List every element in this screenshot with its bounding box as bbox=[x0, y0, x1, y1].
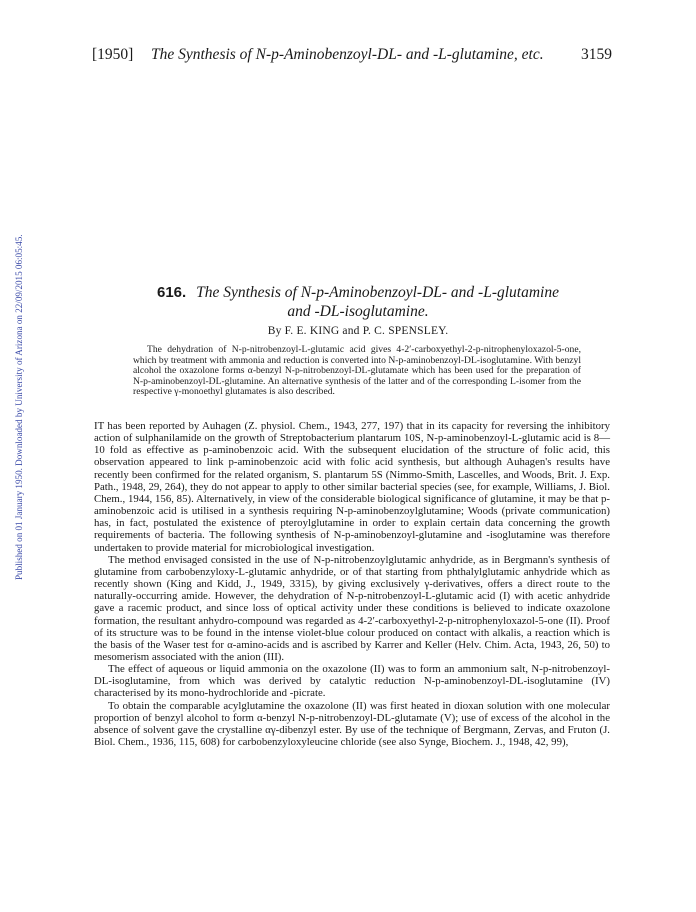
running-head-title: The Synthesis of N-p-Aminobenzoyl-DL- and -L-glutamine, etc. bbox=[151, 46, 544, 63]
running-head-year: [1950] bbox=[92, 46, 134, 63]
body-text bbox=[94, 420, 610, 748]
abstract bbox=[133, 345, 581, 398]
article-title-line-2 bbox=[110, 302, 606, 321]
abstract-text: The dehydration of N-p-nitrobenzoyl-L-glutamic acid gives 4-2′-carboxyethyl-2-p-nitrophenyloxazol-5-one, which by treatment with ammonia and reduction is converted into N-p-aminobenzoyl-DL-isoglutamine. With benzyl alcohol the oxazolone forms α-benzyl N-p-nitrobenzoyl-DL-glutamate which has been used for the preparation of N-p-aminobenzoyl-DL-glutamine. An alternative synthesis of the latter and of the corresponding L-isomer from the respective γ-monoethyl glutamates is also described. bbox=[133, 344, 581, 398]
article-title bbox=[110, 283, 606, 321]
article-title-text-2: and -DL-isoglutamine. bbox=[287, 303, 429, 320]
article-title-text-1: The Synthesis of N-p-Aminobenzoyl-DL- and -L-glutamine bbox=[196, 284, 559, 301]
download-watermark-text: Published on 01 January 1950. Downloaded by University of Arizona on 22/09/2015 06:05:45. bbox=[14, 234, 24, 580]
article-number: 616. bbox=[157, 284, 187, 301]
page-number: 3159 bbox=[581, 46, 612, 63]
paragraph-1: IT has been reported by Auhagen (Z. physiol. Chem., 1943, 277, 197) that in its capacity for reversing the inhibitory action of sulphanilamide on the growth of Streptobacterium plantarum 10S, N-p-aminobenzoyl-L-glutamic acid is 8—10 fold as effective as p-aminobenzoic acid. With the subsequent elucidation of the structure of folic acid, this observation appeared to link p-aminobenzoic acid with folic acid synthesis, but although Auhagen's results have recently been confirmed for the related organism, S. plantarum 5S (Nimmo-Smith, Lascelles, and Woods, Brit. J. Exp. Path., 1948, 29, 264), they do not appear to apply to other similar bacterial species (see, for example, Williams, J. Biol. Chem., 1944, 156, 85). Alternatively, in view of the considerable biological significance of glutamine, it may be that p-aminobenzoic acid is utilised in a synthesis requiring N-p-aminobenzoylglutamine; Woods (private communication) has, in fact, postulated the existence of pteroylglutamine in order to explain certain data concerning the growth requirements of bacteria. The following synthesis of N-p-aminobenzoyl-glutamine and -isoglutamine was therefore undertaken to provide material for microbiological investigation. bbox=[94, 420, 610, 554]
download-watermark bbox=[2, 160, 24, 580]
authors: By F. E. KING and P. C. SPENSLEY. bbox=[267, 325, 449, 337]
paragraph-3: The effect of aqueous or liquid ammonia on the oxazolone (II) was to form an ammonium salt, N-p-nitrobenzoyl-DL-isoglutamine, from which was derived by catalytic reduction N-p-aminobenzoyl-DL-isoglutamine (IV) characterised by its mono-hydrochloride and -picrate. bbox=[94, 663, 610, 700]
article-title-line-1 bbox=[110, 283, 606, 302]
paragraph-2: The method envisaged consisted in the use of N-p-nitrobenzoylglutamic anhydride, as in Bergmann's synthesis of glutamine from carbobenzyloxy-L-glutamic anhydride, or of that starting from phthalylglutamic anhydride which as recently shown (King and Kidd, J., 1949, 3315), by giving exclusively γ-derivatives, offers a direct route to the naturally-occurring amide. However, the dehydration of N-p-nitrobenzoyl-L-glutamic acid (I) with acetic anhydride gave a racemic product, and since loss of optical activity under these conditions is believed to indicate oxazolone formation, the resultant anhydro-compound was regarded as 4-2′-carboxyethyl-2-p-nitrophenyloxazol-5-one (II). Proof of its structure was to be found in the intense violet-blue colour produced on contact with alkalis, a reaction which is the basis of the Waser test for α-amino-acids and is ascribed by Karrer and Keller (Helv. Chim. Acta, 1943, 26, 50) to mesomerism associated with the anion (III). bbox=[94, 553, 610, 663]
paragraph-4: To obtain the comparable acylglutamine the oxazolone (II) was first heated in dioxan solution with one molecular proportion of benzyl alcohol to form α-benzyl N-p-nitrobenzoyl-DL-glutamate (V); use of excess of the alcohol in the absence of solvent gave the crystalline αγ-dibenzyl ester. By use of the technique of Bergmann, Zervas, and Fruton (J. Biol. Chem., 1936, 115, 608) for carbobenzyloxyleucine chloride (see also Synge, Biochem. J., 1948, 42, 99), bbox=[94, 699, 610, 749]
